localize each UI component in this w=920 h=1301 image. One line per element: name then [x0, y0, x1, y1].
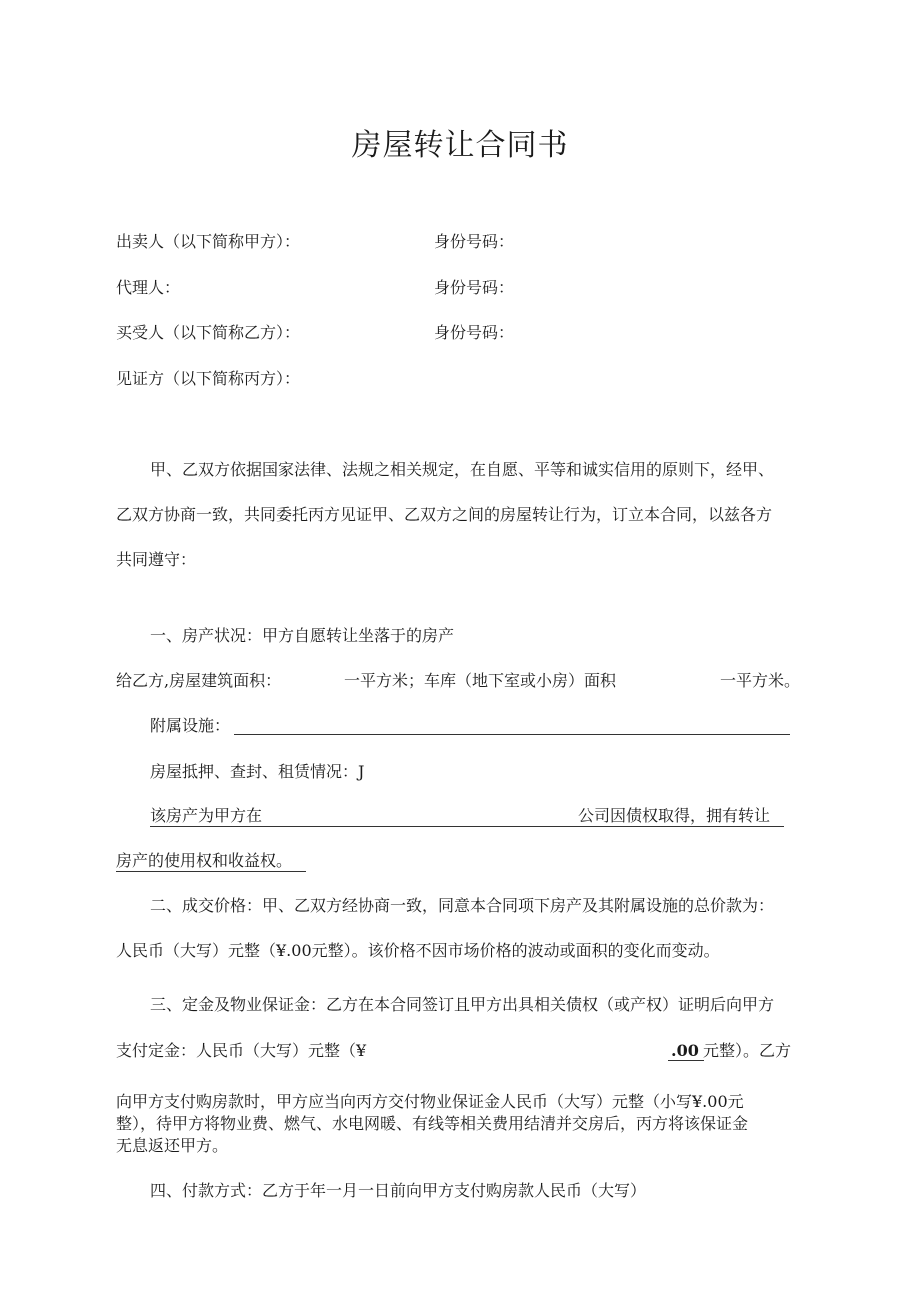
agent-label: 代理人：: [116, 278, 181, 297]
buyer-label: 买受人（以下简称乙方）：: [116, 323, 301, 342]
preamble-line-2: 乙双方协商一致，共同委托丙方见证甲、乙双方之间的房屋转让行为，订立本合同，以兹各方: [116, 505, 773, 524]
mortgage-line: 房屋抵押、查封、租赁情况：J: [150, 762, 365, 781]
area-label: 给乙方,房屋建筑面积：: [116, 671, 282, 690]
preamble-line-3: 共同遵守：: [116, 550, 197, 569]
property-source-underline: [150, 826, 784, 827]
deposit-line-start: 支付定金：人民币（大写）元整（¥: [116, 1041, 367, 1060]
section3-heading: 三、定金及物业保证金：乙方在本合同签订且甲方出具相关债权（或产权）证明后向甲方: [150, 995, 775, 1014]
property-source-end: 公司因债权取得，拥有转让: [578, 806, 771, 825]
seller-id-label: 身份号码：: [434, 232, 515, 251]
garage-area-unit: 一平方米。: [720, 671, 801, 690]
seller-label: 出卖人（以下简称甲方）：: [116, 232, 301, 251]
facilities-underline: [234, 734, 790, 735]
section2-heading: 二、成交价格：甲、乙双方经协商一致，同意本合同项下房产及其附属设施的总价款为：: [150, 896, 775, 915]
garage-area-label: 一平方米；车库（地下室或小房）面积: [344, 671, 617, 690]
deposit-line-end: 元整）。乙方: [703, 1041, 792, 1060]
property-source-start: 该房产为甲方在: [150, 806, 263, 825]
property-rights-underline: [116, 871, 306, 872]
section4-heading: 四、付款方式：乙方于年一月一日前向甲方支付购房款人民币（大写）: [150, 1181, 647, 1200]
price-line: 人民币（大写）元整（¥.00元整）。该价格不因市场价格的波动或面积的变化而变动。: [116, 941, 720, 960]
property-rights-line: 房产的使用权和收益权。: [116, 851, 293, 870]
buyer-id-label: 身份号码：: [434, 323, 515, 342]
section1-heading: 一、房产状况：甲方自愿转让坐落于的房产: [150, 626, 455, 645]
deposit-amount-underline: [668, 1060, 704, 1061]
agent-id-label: 身份号码：: [434, 278, 515, 297]
deposit-amount-decimal: .00: [671, 1041, 699, 1060]
preamble-line-1: 甲、乙双方依据国家法律、法规之相关规定，在自愿、平等和诚实信用的原则下，经甲、: [150, 460, 775, 479]
facilities-label: 附属设施：: [150, 716, 231, 735]
property-deposit-line-2: 整），待甲方将物业费、燃气、水电网暖、有线等相关费用结清并交房后，丙方将该保证金: [116, 1114, 749, 1133]
property-deposit-line-3: 无息返还甲方。: [116, 1136, 229, 1155]
witness-label: 见证方（以下简称丙方）：: [116, 369, 301, 388]
document-title: 房屋转让合同书: [351, 128, 569, 163]
property-deposit-line-1: 向甲方支付购房款时，甲方应当向丙方交付物业保证金人民币（大写）元整（小写¥.00元: [116, 1092, 744, 1111]
